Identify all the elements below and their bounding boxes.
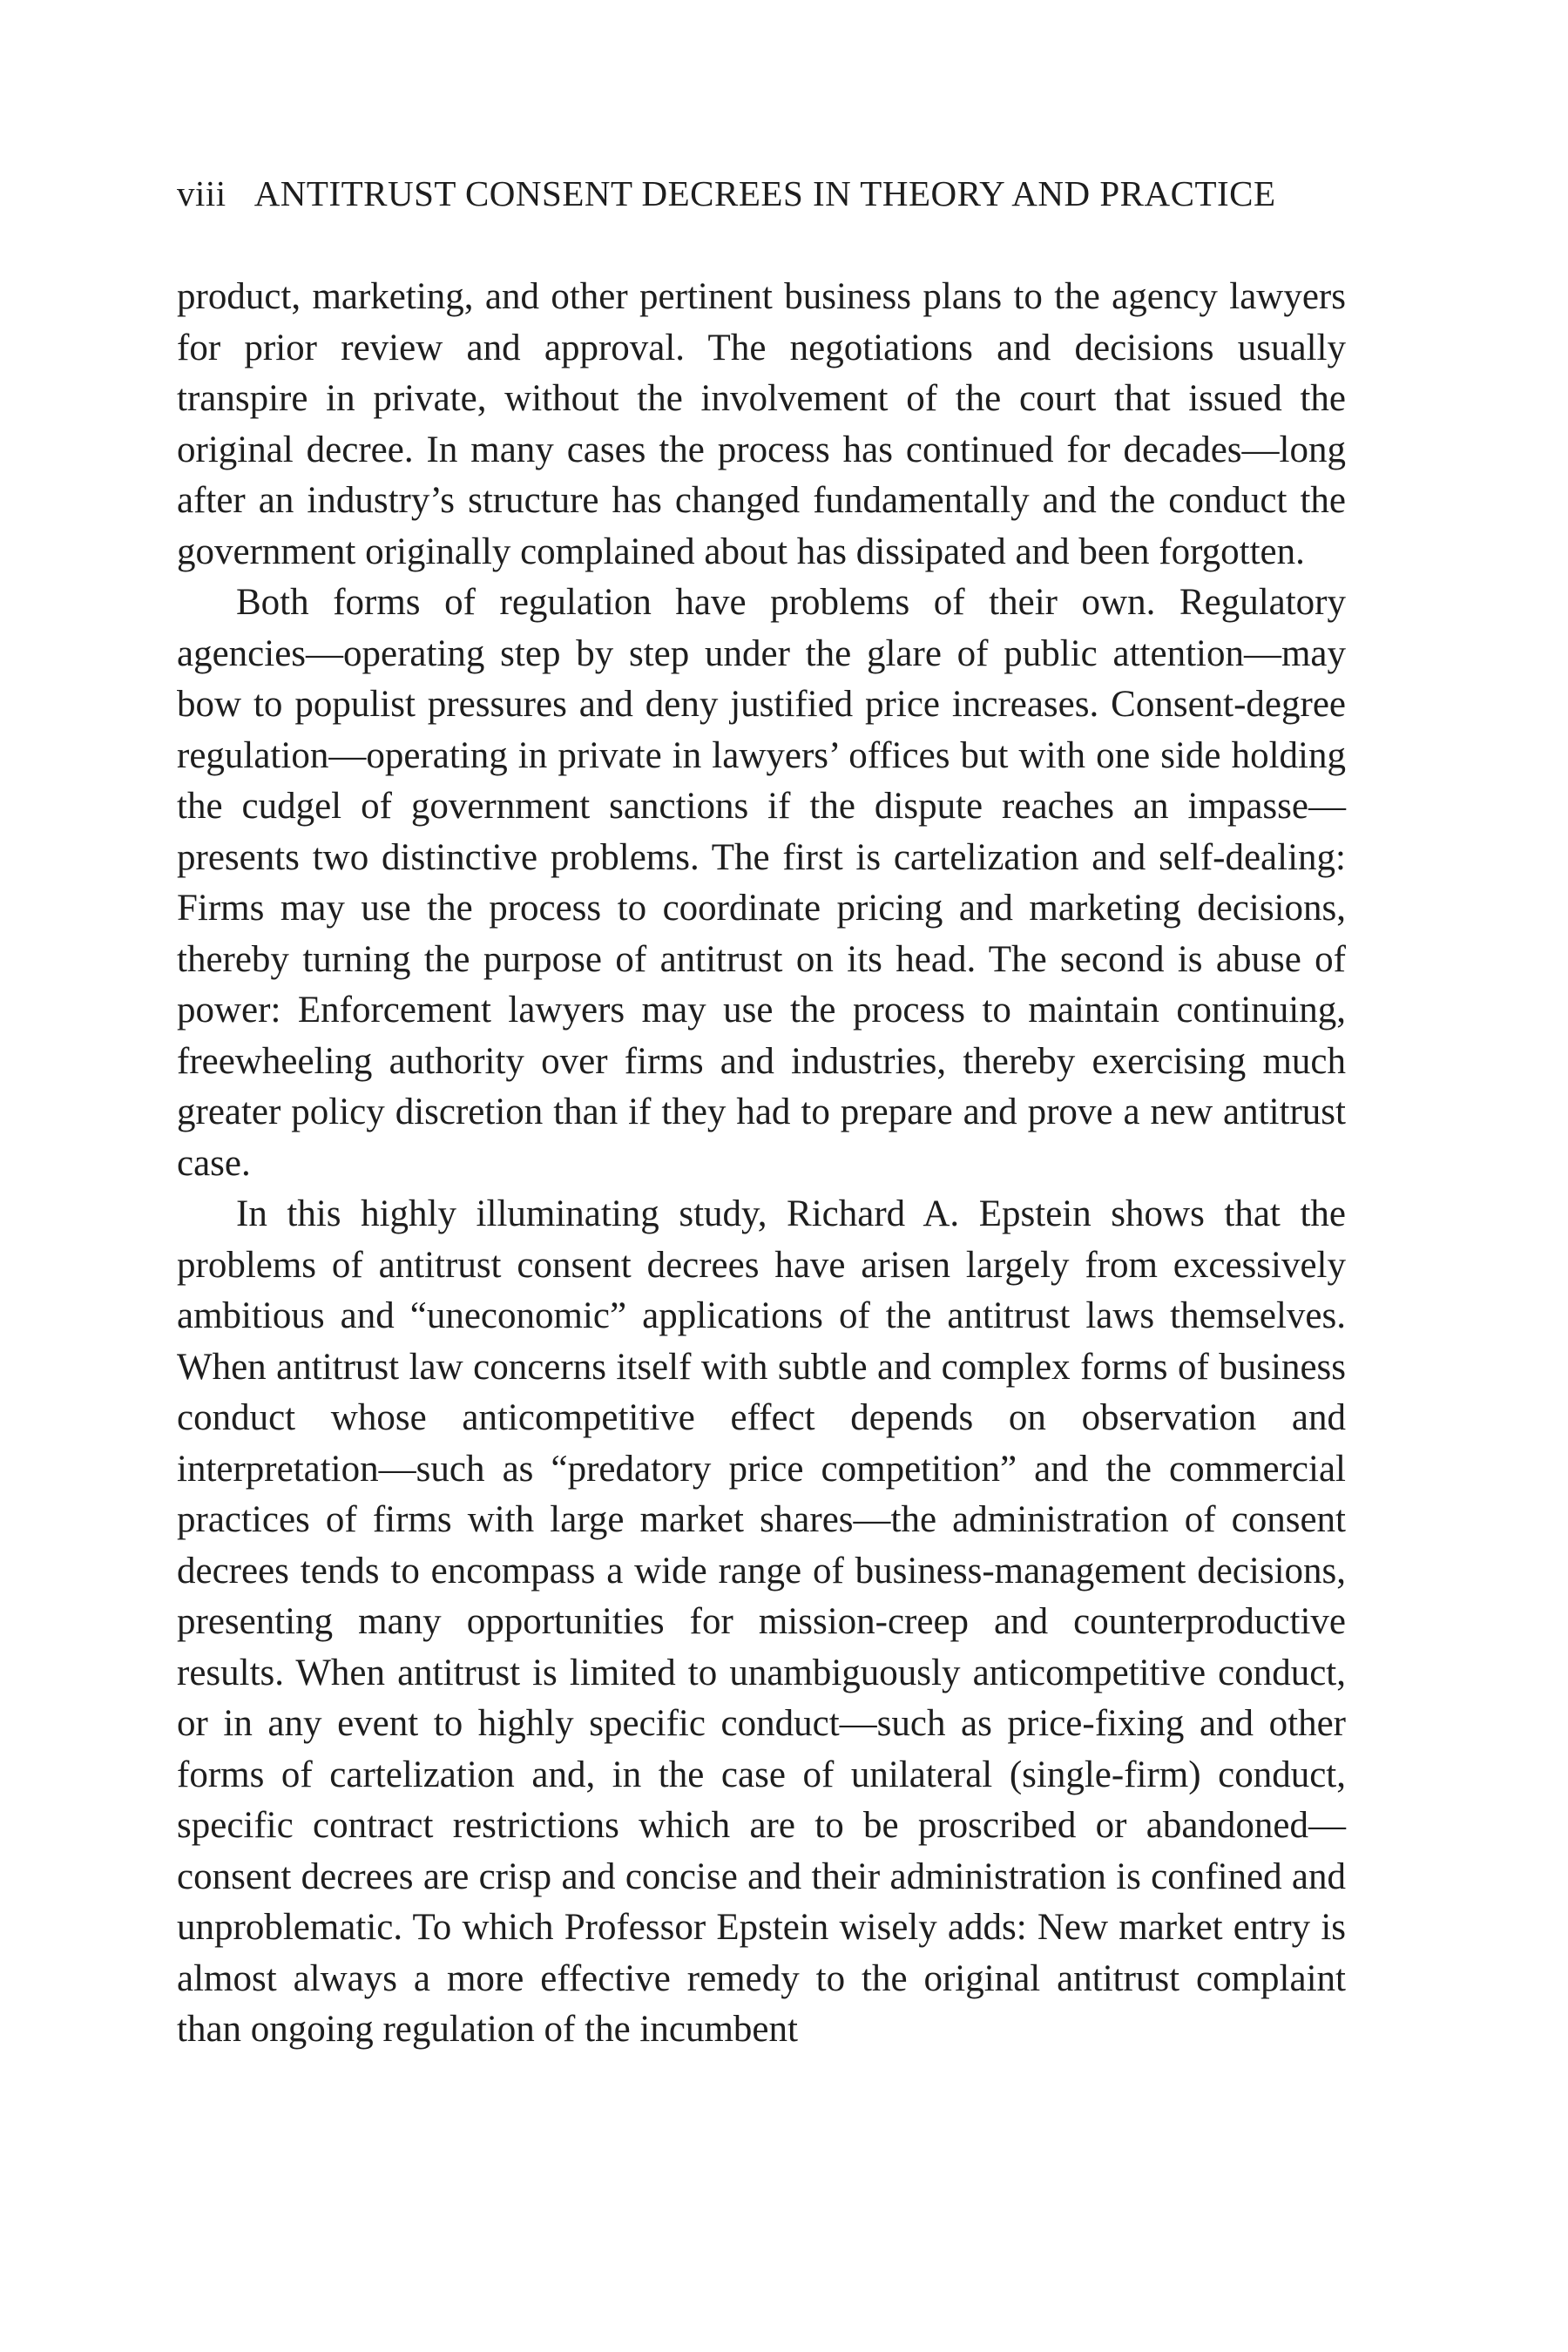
paragraph-1: product, marketing, and other pertinent business plans to the agency lawyers for prior review and approval. The negotiations and decisions usually transpire in private, without the involvement of the court that issued the original decree. In many cases the process has continued for decades—long after an industry’s structure has changed fundamentally and the conduct the government originally complained about has dissipated and been forgotten. <box>177 276 1346 572</box>
body-text <box>177 272 1346 2056</box>
paragraph-2: Both forms of regulation have problems of their own. Regulatory agencies—operating step by step under the glare of public attention—may bow to populist pressures and deny justified price increases. Consent-degree regulation—operating in private in lawyers’ offices but with one side holding the cudgel of government sanctions if the dispute reaches an impasse—presents two distinctive problems. The first is cartelization and self-dealing: Firms may use the process to coordinate pricing and marketing decisions, thereby turning the purpose of antitrust on its head. The second is abuse of power: Enforcement lawyers may use the process to maintain continuing, freewheeling authority over firms and industries, thereby exercising much greater policy discretion than if they had to prepare and prove a new antitrust case. <box>177 582 1346 1184</box>
running-head <box>177 171 1353 216</box>
paragraph-3: In this highly illuminating study, Richard A. Epstein shows that the problems of antitrust consent decrees have arisen largely from excessively ambitious and “uneconomic” applications of the antitrust laws themselves. When antitrust law concerns itself with subtle and complex forms of business conduct whose anticompetitive effect depends on observation and interpretation—such as “predatory price competition” and the commercial practices of firms with large market shares—the administration of consent decrees tends to encompass a wide range of business-management decisions, presenting many opportunities for mission-creep and counterproductive results. When antitrust is limited to unambiguously anticompetitive conduct, or in any event to highly specific conduct—such as price-fixing and other forms of cartelization and, in the case of unilateral (single-firm) conduct, specific contract restrictions which are to be proscribed or abandoned—consent decrees are crisp and concise and their administration is confined and unproblematic. To which Professor Epstein wisely adds: New market entry is almost always a more effective remedy to the original antitrust complaint than ongoing regulation of the incumbent <box>177 1193 1346 2050</box>
running-title: ANTITRUST CONSENT DECREES IN THEORY AND PRACTICE <box>253 173 1276 213</box>
page-number: viii <box>177 173 226 213</box>
